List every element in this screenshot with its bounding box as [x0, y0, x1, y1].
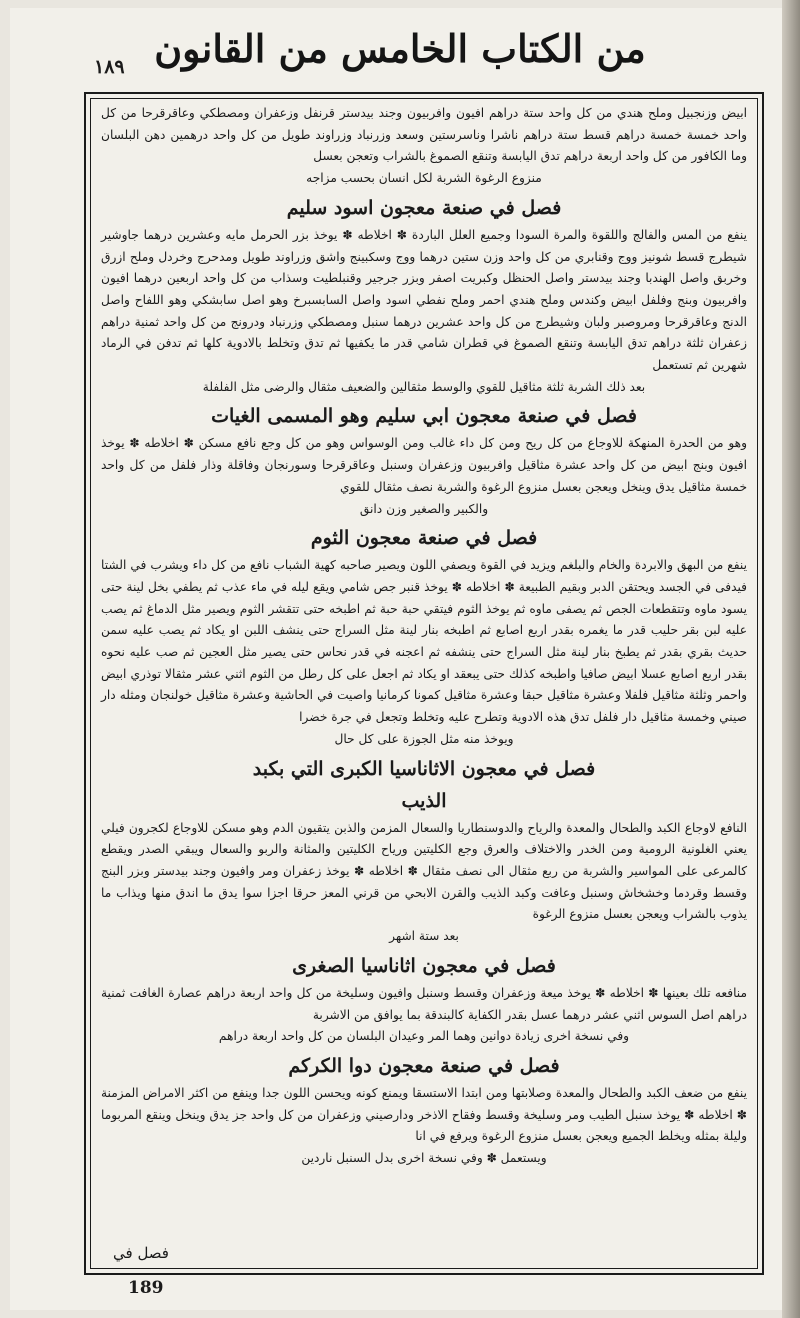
paragraph: ينفع من المس والفالج واللقوة والمرة السودا وجميع العلل الباردة ✽ اخلاطه ✽ يوخذ بزر الحرمل مايه وعشرين درهما جاوشير شيطرج قسط شونيز ووج وقنابري من كل واحد وزن ستين درهما ووج وسكبينج واشق وزراوند طويل ومدحرج وخردل وملح ازرق وخربق واصل الهندبا وجند بيدستر واصل الحنظل وكبريت اصفر وبزر جرجير وقنبلطيت وسذاب من كل واحد اربعين درهما افيون وافربيون وبنج وفلفل ابيض وكندس وملح هندي احمر وملح نفطي اسود واصل السابسبرخ وهو اصل سابشكي وهو اللفاح واصل الدنج وعاقرقرحا ومروصبر ولبان وشيطرج من كل واحد عشرين درهما سنبل ومصطكي وزرنباد ودرونج من كل واحد ثمنية دراهم زعفران ثلثة دراهم تدق اليابسة وتنقع الصموغ في قطران شامي قدر ما يكفيها ثم تدق وتخلط بالادوية كلها ثم تدفن في الرماد شهرين ثم تستعمل	[101, 227, 747, 373]
book-spine-edge	[782, 0, 800, 1318]
section-heading: فصل في صنعة معجون ابي سليم وهو المسمى الغيات	[211, 405, 637, 428]
paragraph: ويستعمل ✽ وفي نسخة اخرى بدل السنبل ناردين	[301, 1151, 547, 1166]
running-title: من الكتاب الخامس من القانون	[154, 26, 646, 71]
paragraph: منزوع الرغوة الشربة لكل انسان بحسب مزاجه	[306, 171, 542, 186]
paragraph: بعد ذلك الشربة ثلثة مثاقيل للقوي والوسط مثقالين والضعيف مثقال والرضى مثل الفلفلة	[202, 379, 646, 394]
book-page	[10, 8, 782, 1310]
main-text	[91, 99, 757, 1170]
paragraph: ينفع من البهق والابردة والخام والبلغم ويزيد في القوة ويصفي اللون ويصير صاحبه كهية الشباب نافع من كل داء ويشرب في الشتا فيدفى في الجسد ويحتقن الدبر وبقيم الطبيعة ✽ اخلاطه ✽ يوخذ قنبر جص شامي ويقع ليله في ماء عذب ثم يطفي بخل لينة حتى يسود ماوه وتتقطعات الجص ثم يصفى ماوه ثم يوخذ الثوم فيتقي حبة حبة ثم اطبخه حتى تتقشر الثوم ويصير مثل الدماغ ثم يصب عليه لبن بقر حليب قدر ما يغمره بقدر اربع اصابع ثم اطبخه بنار لينة مثل السراج حتى ينشف اللبن او يكاد ثم يصب عليه سمن حديث بقري بقدر ثم يطبخ بنار لينة مثل السراج حتى ينشفه ثم اعجنه في قدر نحاس حتى يصير مثل العجين ثم صب عليه نحوه بقدر اربع اصابع عسلا ابيض صافيا واطبخه كذلك حتى يبعقد او يكاد ثم اجعل على كل رطل من الثوم اثني عشر مثقالا توذري ابيض واحمر وثلثة مثاقيل فلفلا وعشرة مثاقيل حبقا وعشرة مثاقيل كمونا كرمانيا واصيت في الحاشية وعشرة مثاقيل خولنجان ومثله دار صيني وخمسة مثاقيل دار فلفل تدق هذه الادوية وتطرح عليه وتخلط وتجعل في جرة خضرا	[101, 558, 747, 725]
paragraph: ويوخذ منه مثل الجوزة على كل حال	[334, 731, 514, 746]
section-heading: فصل في صنعة معجون دوا الكركم	[288, 1054, 560, 1077]
text-frame-inner	[90, 98, 758, 1269]
paragraph: بعد ستة اشهر	[389, 929, 459, 944]
paragraph: والكبير والصغير وزن دانق	[359, 501, 489, 516]
paragraph: منافعه تلك بعينها ✽ اخلاطه ✽ يوخذ ميعة وزعفران وقسط وسنبل وافيون وسليخة من كل واحد اربعة دراهم عصارة الغافت ثمنية دراهم اصل السوس اثني عشر درهما عسل بقدر الكفاية كالبندقة بما يوافق من الاشربة	[101, 985, 747, 1022]
paragraph: النافع لاوجاع الكبد والطحال والمعدة والرياح والدوسنطاريا والسعال المزمن والذبن يتقيون الدم وهو مسكن للاوجاع لكجرون فيلي يعني الغلونية الرومية ومن الخدر والاختلاف والعرق وجع الكليتين ورياح الكليتين والمثانة والربو والسعال ويبقي الصدر ويقطع كالمرعى على المواسير والشربة من ربع مثقال الى نصف مثقال ✽ اخلاطه ✽ يوخذ زعفران ومر وافيون وجند بيدستر وبزر البنج وقسط وقردما وخشخاش وسنبل وعافت وكبد الذيب والقرن الابحي من قرني المعز حرقا اجزا سوا يدق ما اندق منها ويذاب ما يذوب بالشراب ويعجن بعسل منزوع الرغوة	[101, 820, 747, 922]
page-number-bottom: 189	[128, 1278, 164, 1298]
section-heading: فصل في صنعة معجون الثوم	[310, 527, 538, 550]
paragraph: ابيض وزنجبيل وملح هندي من كل واحد ستة دراهم افيون وافربيون وجند بيدستر قرنفل وزعفران ومصطكي وعاقرقرحا من كل واحد خمسة خمسة دراهم قسط ستة دراهم ناشرا وناسرستين وسعد وزرنباد وزراوند طويل من كل واحد درهمين دهن البلسان وما الكافور من كل واحد اربعة دراهم تدق اليابسة وتنقع الصموغ بالشراب وتعجن بعسل	[101, 106, 747, 164]
paragraph: وفي نسخة اخرى زيادة دوانين وهما المر وعيدان البلسان من كل واحد اربعة دراهم	[218, 1029, 630, 1044]
catchword: فصل في	[113, 1244, 169, 1262]
section-heading: فصل في صنعة معجون اسود سليم	[286, 196, 562, 219]
paragraph: ينفع من ضعف الكبد والطحال والمعدة وصلابتها ومن ابتدا الاستسقا ويمنع كونه ويحسن اللون جدا وينفع من اكثر الامراض المزمنة ✽ اخلاطه ✽ يوخذ سنبل الطيب ومر وسليخة وقسط وفقاح الاذخر ودارصيني وزعفران من كل واحد جز يدق وينخل وينقع المربوما وليلة بمثله ويخلط الجميع ويعجن بعسل منزوع الرغوة ويرفع في انا	[101, 1085, 747, 1144]
page-header	[10, 8, 782, 86]
section-subheading: الذيب	[401, 789, 447, 812]
section-heading: فصل في معجون اثاناسيا الصغرى	[292, 954, 556, 977]
page-number-top: ١٨٩	[94, 56, 125, 78]
paragraph: وهو من الحدرة المنهكة للاوجاع من كل ريح ومن كل داء غالب ومن الوسواس وهو من كل وجع نافع مسكن ✽ اخلاطه ✽ يوخذ افيون وبنج ابيض من كل واحد عشرة مثاقيل وافربيون وزعفران وسنبل وعاقرقرحا وسورنجان وفاقلة وذار فلفل من كل واحد خمسة مثاقيل يدق وينخل ويعجن بعسل منزوع الرغوة والشربة نصف مثقال للقوي	[101, 436, 747, 494]
section-heading: فصل في معجون الاثاناسيا الكبرى التي بكبد	[252, 757, 596, 780]
text-frame	[84, 92, 764, 1275]
